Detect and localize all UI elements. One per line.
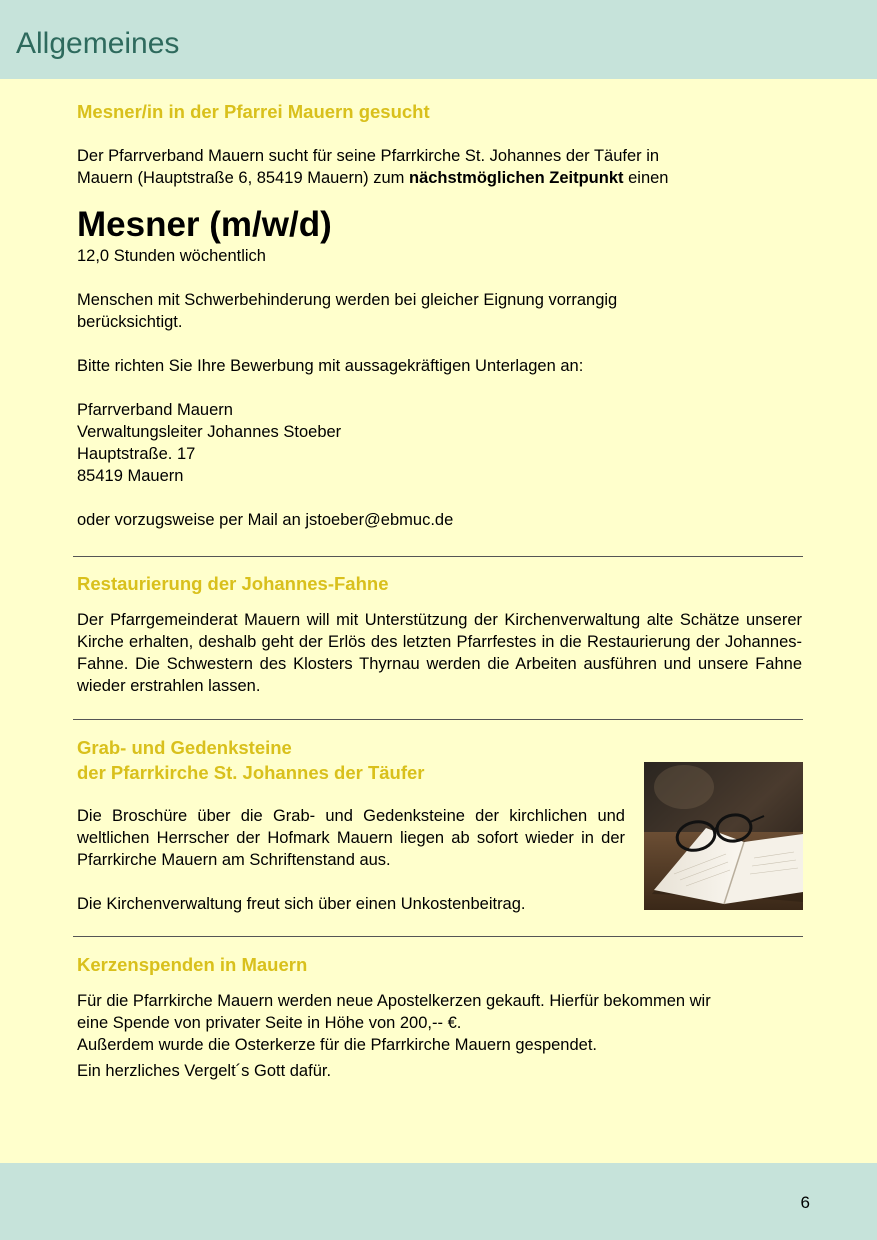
section-kerzenspenden: [77, 952, 802, 1082]
intro-line-2: Mauern (Hauptstraße 6, 85419 Mauern) zum nächstmöglichen Zeitpunkt einen: [77, 169, 669, 187]
section-text-line-2: eine Spende von privater Seite in Höhe von 200,-- €.: [77, 1014, 462, 1032]
address-line: Verwaltungsleiter Johannes Stoeber: [77, 423, 342, 441]
apply-note: Bitte richten Sie Ihre Bewerbung mit aussagekräftigen Unterlagen an:: [77, 357, 584, 375]
section-text-line-1: Für die Pfarrkirche Mauern werden neue Apostelkerzen gekauft. Hierfür bekommen wir: [77, 992, 711, 1010]
section-thanks: Ein herzliches Vergelt´s Gott dafür.: [77, 1062, 332, 1080]
hours: 12,0 Stunden wöchentlich: [77, 247, 266, 265]
book-glasses-photo: [644, 762, 803, 910]
page-header: [0, 0, 877, 79]
page-number: 6: [800, 1193, 810, 1212]
divider: [73, 556, 803, 557]
address-line: Pfarrverband Mauern: [77, 401, 233, 419]
section-text: Der Pfarrgemeinderat Mauern will mit Unterstützung der Kirchenverwaltung alte Schätze unserer Kirche erhalten, deshalb geht der Erlös des letzten Pfarrfestes in die Restaurierung der Johannes-Fahne. Die Schwestern des Klosters Thyrnau werden die Arbeiten ausführen und unsere Fahne wieder erstrahlen lassen.: [77, 611, 802, 695]
divider: [73, 936, 803, 937]
section-thanks: Die Kirchenverwaltung freut sich über einen Unkostenbeitrag.: [77, 895, 526, 913]
page-footer: [0, 1163, 877, 1240]
position-title: Mesner (m/w/d): [77, 205, 332, 244]
page-title: Allgemeines: [16, 27, 180, 60]
email-note: oder vorzugsweise per Mail an jstoeber@ebmuc.de: [77, 511, 454, 529]
intro-line-1: Der Pfarrverband Mauern sucht für seine Pfarrkirche St. Johannes der Täufer in: [77, 147, 660, 165]
section-text: Die Broschüre über die Grab- und Gedenksteine der kirchlichen und weltlichen Herrscher der Hofmark Mauern liegen ab sofort wieder in der Pfarrkirche Mauern am Schriftenstand aus.: [77, 807, 625, 869]
section-fahne: [77, 571, 802, 697]
section-heading: Kerzenspenden in Mauern: [77, 954, 308, 975]
address-line: Hauptstraße. 17: [77, 445, 196, 463]
section-mesner: [77, 99, 802, 531]
section-gedenksteine: [77, 735, 625, 915]
section-heading: Mesner/in in der Pfarrei Mauern gesucht: [77, 101, 430, 122]
intro-emphasis: nächstmöglichen Zeitpunkt: [409, 169, 624, 187]
section-heading-line-1: Grab- und Gedenksteine: [77, 737, 292, 758]
section-text-line-3: Außerdem wurde die Osterkerze für die Pfarrkirche Mauern gespendet.: [77, 1036, 597, 1054]
section-heading-line-2: der Pfarrkirche St. Johannes der Täufer: [77, 762, 425, 783]
disability-note-line-1: Menschen mit Schwerbehinderung werden bei gleicher Eignung vorrangig: [77, 291, 618, 309]
address-line: 85419 Mauern: [77, 467, 184, 485]
section-heading: Restaurierung der Johannes-Fahne: [77, 573, 389, 594]
disability-note-line-2: berücksichtigt.: [77, 313, 183, 331]
divider: [73, 719, 803, 720]
